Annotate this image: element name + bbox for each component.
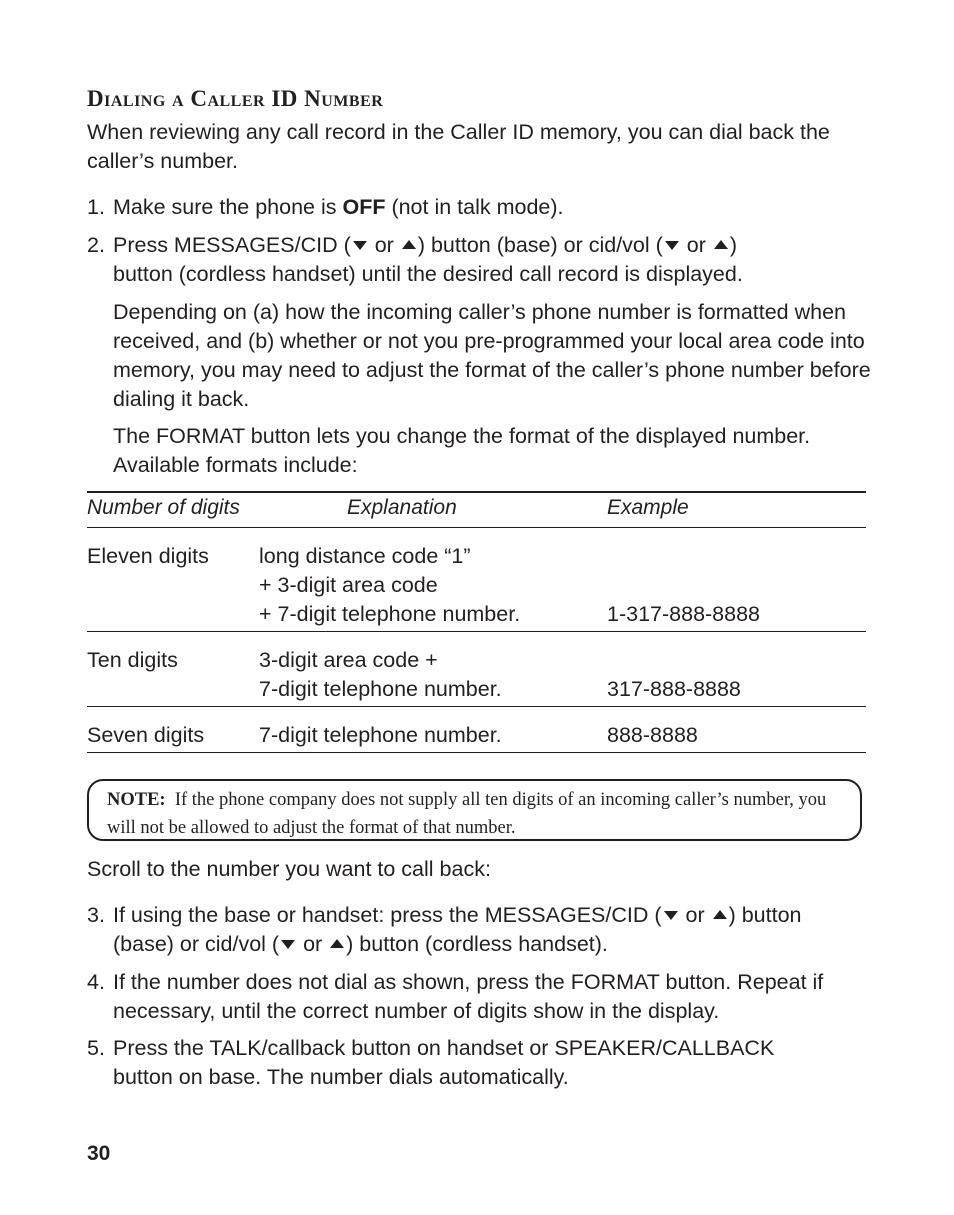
step-text: or — [368, 233, 400, 257]
down-arrow-icon — [664, 911, 678, 920]
row-divider — [87, 706, 866, 707]
table-header-rule — [87, 527, 866, 528]
step-3 — [87, 901, 877, 959]
explanation-line: + 3-digit area code — [259, 573, 438, 597]
scroll-instruction: Scroll to the number you want to call back: — [87, 857, 491, 881]
page-number: 30 — [87, 1142, 111, 1165]
down-arrow-icon — [665, 241, 679, 250]
column-header-example: Example — [607, 496, 689, 519]
step-text: ) button — [728, 903, 802, 927]
step-text: Press MESSAGES/CID ( — [113, 233, 351, 257]
explanation-line: 7-digit telephone number. — [259, 677, 502, 701]
format-explanation-paragraph: Depending on (a) how the incoming caller’s phone number is formatted when received, and (b) whether or not you pre-programmed your local area code into memory, you may need to adjust the format of the caller’s phone number before dialing it back. — [113, 300, 871, 411]
step-text: If the number does not dial as shown, press the FORMAT button. Repeat if necessary, until the correct number of digits show in the display. — [113, 970, 824, 1023]
step-text: ) button (base) or cid/vol ( — [417, 233, 663, 257]
format-button-paragraph: The FORMAT button lets you change the format of the displayed number. Available formats include: — [113, 424, 811, 477]
step-text: ) — [729, 233, 738, 257]
example-cell: 1-317-888-8888 — [607, 602, 761, 626]
step-text: (not in talk mode). — [385, 195, 564, 219]
step-2 — [87, 231, 877, 289]
step-text: Press the TALK/callback button on handset or SPEAKER/CALLBACK button on base. The number dials automatically. — [113, 1036, 775, 1089]
step-number: 2. — [87, 233, 105, 257]
example-cell: 888-8888 — [607, 723, 698, 747]
step-number: 4. — [87, 970, 105, 994]
digits-cell: Ten digits — [87, 648, 178, 672]
digits-cell: Eleven digits — [87, 544, 209, 568]
explanation-line: 3-digit area code + — [259, 648, 438, 672]
up-arrow-icon — [330, 939, 344, 948]
up-arrow-icon — [713, 910, 727, 919]
step-5 — [87, 1034, 827, 1092]
explanation-line: long distance code “1” — [259, 544, 471, 568]
step-text: Make sure the phone is — [113, 195, 343, 219]
step-text: or — [680, 233, 712, 257]
example-cell: 317-888-8888 — [607, 677, 741, 701]
explanation-line: + 7-digit telephone number. — [259, 602, 521, 626]
step-text: or — [297, 932, 329, 956]
off-emphasis: OFF — [342, 195, 386, 219]
column-header-explanation: Explanation — [347, 496, 457, 519]
step-4 — [87, 968, 877, 1026]
down-arrow-icon — [353, 241, 367, 250]
table-top-rule — [87, 491, 866, 493]
step-text: or — [679, 903, 711, 927]
table-bottom-rule — [87, 752, 866, 753]
step-1 — [87, 193, 564, 222]
step-number: 5. — [87, 1036, 105, 1060]
step-text: button (cordless handset) until the desired call record is displayed. — [113, 262, 743, 286]
note-text — [107, 786, 837, 842]
step-text: ) button (cordless handset). — [346, 932, 608, 956]
section-heading: Dialing a Caller ID Number — [87, 86, 384, 111]
explanation-line: 7-digit telephone number. — [259, 723, 502, 747]
up-arrow-icon — [402, 240, 416, 249]
up-arrow-icon — [714, 240, 728, 249]
row-divider — [87, 631, 866, 632]
step-text: (base) or cid/vol ( — [113, 932, 280, 956]
step-text: If using the base or handset: press the MESSAGES/CID ( — [113, 903, 662, 927]
digits-cell: Seven digits — [87, 723, 205, 747]
note-body: If the phone company does not supply all ten digits of an incoming caller’s number, you will not be allowed to adjust the format of that number. — [107, 790, 827, 838]
intro-paragraph: When reviewing any call record in the Caller ID memory, you can dial back the caller’s number. — [87, 120, 830, 173]
column-header-digits: Number of digits — [87, 496, 240, 519]
down-arrow-icon — [281, 940, 295, 949]
step-number: 3. — [87, 903, 105, 927]
note-label: NOTE: — [107, 790, 166, 810]
step-number: 1. — [87, 195, 105, 219]
